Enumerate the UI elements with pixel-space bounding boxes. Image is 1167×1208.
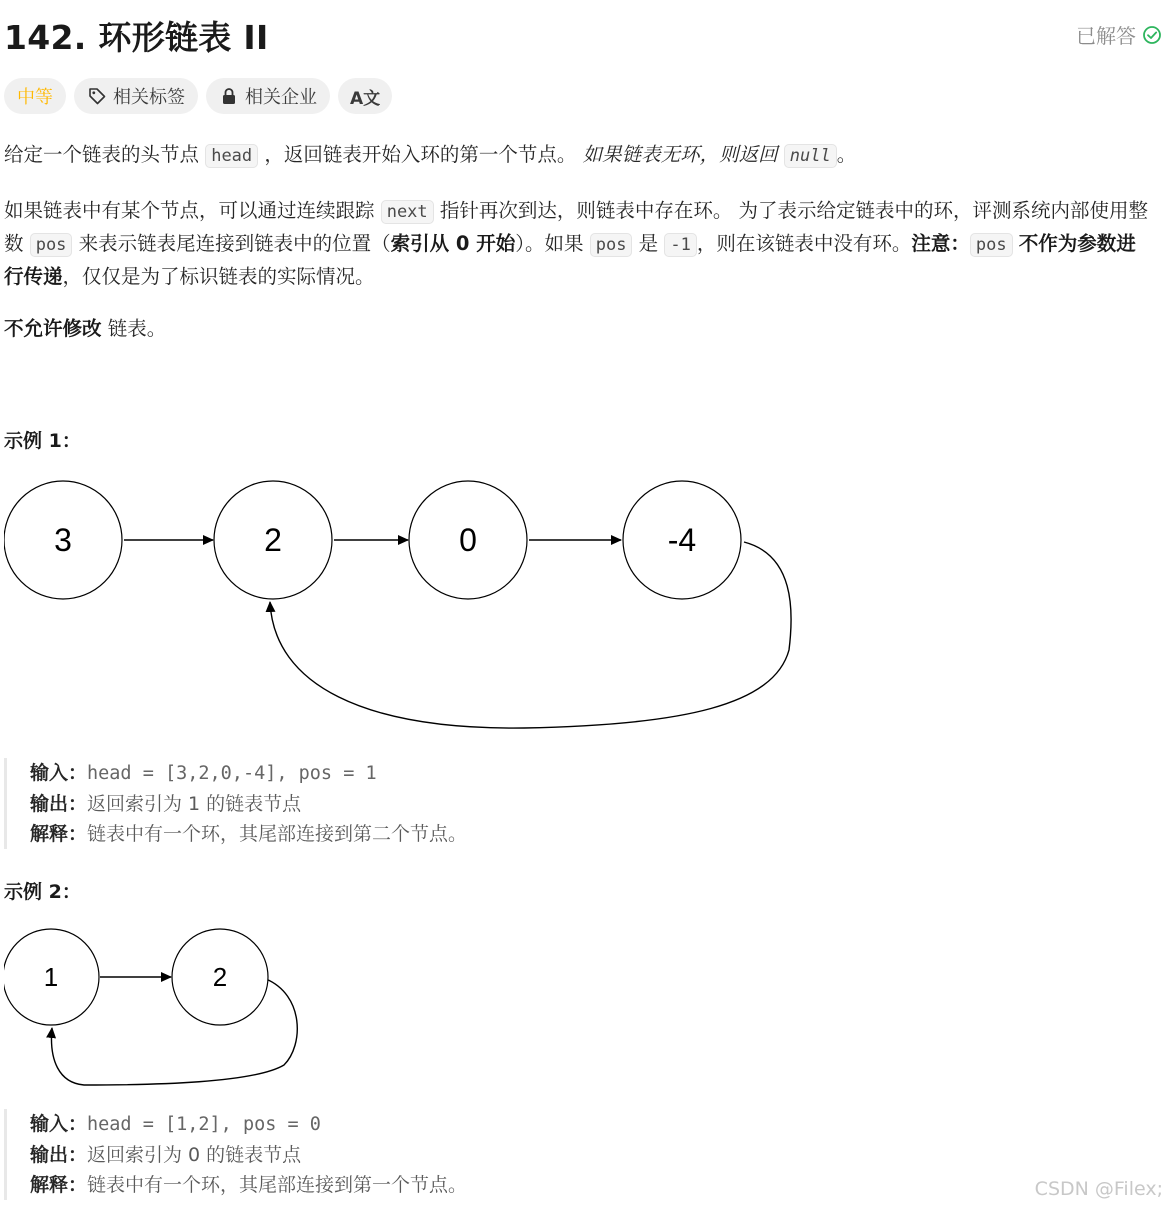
- list-node: [214, 481, 332, 599]
- svg-text:3: 3: [54, 522, 72, 558]
- code-pos: pos: [30, 233, 73, 257]
- code-next: next: [381, 200, 434, 224]
- check-circle-icon: [1142, 25, 1162, 45]
- translate-icon: A文: [350, 88, 381, 109]
- description-paragraph-3: 不允许修改 链表。: [4, 317, 167, 340]
- code-head: head: [205, 144, 258, 168]
- code-neg1: -1: [664, 233, 696, 257]
- example-2-title: 示例 2：: [4, 881, 81, 903]
- code-null: null: [784, 144, 837, 168]
- example-1-explain: 链表中有一个环，其尾部连接到第二个节点。: [87, 823, 468, 845]
- tag-icon: [87, 86, 107, 106]
- example-2-explain: 链表中有一个环，其尾部连接到第一个节点。: [87, 1174, 468, 1196]
- svg-text:2: 2: [264, 522, 282, 558]
- not-param-note: 不作为参数进行传递: [4, 232, 1136, 288]
- list-node: [623, 481, 741, 599]
- description-paragraph-2: 如果链表中有某个节点，可以通过连续跟踪 next 指针再次到达，则链表中存在环。 为了表示给定链表中的环，评测系统内部使用整数 pos 来表示链表尾连接到链表中的位置（索引从 0 开始）。如果 pos 是 -1 ，则在该链表中没有环。注意： pos 不作为参数进行传递，仅仅是为了标识链表的实际情况。: [4, 199, 1149, 288]
- related-companies-button[interactable]: [206, 78, 330, 114]
- example-2-diagram: [4, 925, 324, 1095]
- related-companies-label: 相关企业: [245, 87, 317, 108]
- solved-label: 已解答: [1076, 24, 1136, 48]
- title-row: [4, 10, 1162, 56]
- list-node: [172, 929, 268, 1025]
- difficulty-badge: 中等: [4, 78, 66, 114]
- svg-text:2: 2: [212, 962, 228, 992]
- problem-title[interactable]: 142. 环形链表 II: [4, 18, 269, 57]
- watermark: CSDN @Filex;: [1034, 1178, 1163, 1200]
- example-1-output: 返回索引为 1 的链表节点: [87, 793, 302, 815]
- related-tags-label: 相关标签: [113, 87, 185, 108]
- list-node: [4, 481, 122, 599]
- example-2-input: head = [1,2], pos = 0: [87, 1114, 321, 1135]
- example-1-input: head = [3,2,0,-4], pos = 1: [87, 763, 377, 784]
- svg-text:0: 0: [459, 522, 477, 558]
- related-tags-button[interactable]: [74, 78, 198, 114]
- description-paragraph-1: 给定一个链表的头节点 head ，返回链表开始入环的第一个节点。 如果链表无环，则返回 null 。: [4, 143, 857, 166]
- example-1-io: 输入：head = [3,2,0,-4], pos = 1 输出：返回索引为 1 的链表节点 解释：链表中有一个环，其尾部连接到第二个节点。: [4, 758, 1167, 849]
- list-node: [409, 481, 527, 599]
- svg-text:1: 1: [43, 962, 59, 992]
- example-1-title: 示例 1：: [4, 430, 81, 452]
- solved-status: [1076, 20, 1162, 49]
- tag-bar: [4, 78, 392, 114]
- svg-text:-4: -4: [667, 522, 697, 558]
- translate-button[interactable]: [338, 78, 392, 114]
- note-label: 注意：: [911, 232, 970, 255]
- example-2-io: 输入：head = [1,2], pos = 0 输出：返回索引为 0 的链表节点 解释：链表中有一个环，其尾部连接到第一个节点。: [4, 1109, 1167, 1200]
- code-pos: pos: [590, 233, 633, 257]
- code-pos: pos: [970, 233, 1013, 257]
- example-2-output: 返回索引为 0 的链表节点: [87, 1144, 302, 1166]
- list-node: [4, 929, 99, 1025]
- example-1-diagram: [4, 470, 824, 740]
- lock-icon: [219, 86, 239, 106]
- index-note: 索引从 0 开始: [390, 232, 516, 255]
- null-note: 如果链表无环，则返回 null: [583, 143, 837, 166]
